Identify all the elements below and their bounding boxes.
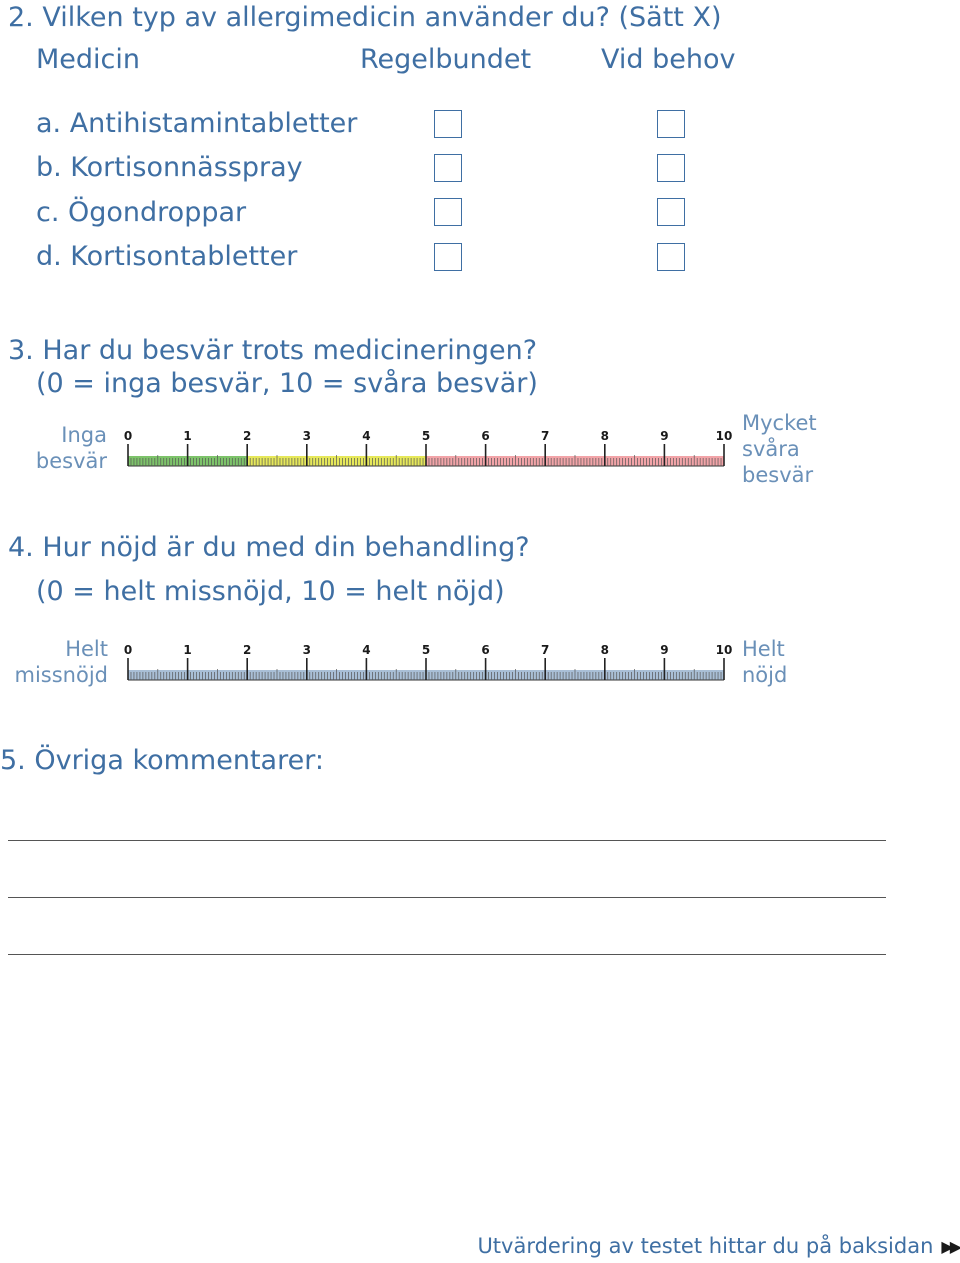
satisfaction-scale-tick-label: 2 bbox=[243, 643, 252, 657]
question-3-subtitle: (0 = inga besvär, 10 = svåra besvär) bbox=[36, 368, 538, 399]
satisfaction-scale[interactable] bbox=[118, 638, 738, 686]
scale-left-label: Helt missnöjd bbox=[14, 637, 108, 687]
checkbox-eye-drops-regular[interactable] bbox=[434, 198, 462, 226]
medicine-row-label: b. Kortisonnässpray bbox=[36, 152, 303, 183]
fast-forward-icon: ▶▶ bbox=[941, 1237, 958, 1256]
symptom-scale-tick-label: 4 bbox=[362, 429, 371, 443]
satisfaction-scale-tick-label: 3 bbox=[302, 643, 311, 657]
medicine-row-label: c. Ögondroppar bbox=[36, 197, 247, 228]
symptom-scale[interactable] bbox=[118, 424, 738, 472]
satisfaction-scale-tick-label: 4 bbox=[362, 643, 371, 657]
scale-right-label: Mycket svåra besvär bbox=[742, 411, 817, 487]
symptom-scale-svg[interactable] bbox=[118, 424, 738, 472]
symptom-scale-tick-label: 1 bbox=[183, 429, 192, 443]
satisfaction-scale-tick-label: 7 bbox=[541, 643, 550, 657]
satisfaction-scale-tick-label: 0 bbox=[123, 643, 133, 657]
symptom-scale-tick-label: 6 bbox=[481, 429, 490, 443]
question-4-subtitle: (0 = helt missnöjd, 10 = helt nöjd) bbox=[36, 576, 505, 607]
satisfaction-scale-tick-label: 8 bbox=[600, 643, 609, 657]
checkbox-antihistamine-as-needed[interactable] bbox=[657, 110, 685, 138]
symptom-scale-tick-label: 2 bbox=[243, 429, 252, 443]
question-5-title: 5. Övriga kommentarer: bbox=[0, 745, 324, 776]
footer-note bbox=[477, 1233, 958, 1260]
symptom-scale-tick-label: 8 bbox=[600, 429, 609, 443]
satisfaction-scale-tick-label: 5 bbox=[421, 643, 431, 657]
medicine-row-label: a. Antihistamintabletter bbox=[36, 108, 358, 139]
satisfaction-scale-tick-label: 1 bbox=[183, 643, 192, 657]
checkbox-nasal-spray-regular[interactable] bbox=[434, 154, 462, 182]
satisfaction-scale-tick-label: 9 bbox=[660, 643, 669, 657]
symptom-scale-tick-label: 9 bbox=[660, 429, 669, 443]
question-3-title: 3. Har du besvär trots medicineringen? bbox=[8, 335, 538, 366]
column-header-regular: Regelbundet bbox=[360, 44, 532, 75]
symptom-scale-tick-label: 0 bbox=[123, 429, 133, 443]
symptom-scale-tick-label: 10 bbox=[715, 429, 733, 443]
comment-line-3[interactable] bbox=[8, 954, 886, 955]
symptom-scale-tick-label: 5 bbox=[421, 429, 431, 443]
column-header-medicine: Medicin bbox=[36, 44, 141, 75]
satisfaction-scale-tick-label: 6 bbox=[481, 643, 490, 657]
satisfaction-scale-tick-label: 10 bbox=[715, 643, 733, 657]
checkbox-nasal-spray-as-needed[interactable] bbox=[657, 154, 685, 182]
satisfaction-scale-svg[interactable] bbox=[118, 638, 738, 686]
question-2-title: 2. Vilken typ av allergimedicin använder du? (Sätt X) bbox=[8, 2, 722, 33]
medicine-row-label: d. Kortisontabletter bbox=[36, 241, 298, 272]
checkbox-antihistamine-regular[interactable] bbox=[434, 110, 462, 138]
checkbox-cortisone-tablets-as-needed[interactable] bbox=[657, 243, 685, 271]
symptom-scale-tick-label: 7 bbox=[541, 429, 550, 443]
column-header-as-needed: Vid behov bbox=[601, 44, 736, 75]
scale-right-label: Helt nöjd bbox=[742, 637, 788, 687]
checkbox-eye-drops-as-needed[interactable] bbox=[657, 198, 685, 226]
footer-text: Utvärdering av testet hittar du på baksidan bbox=[477, 1234, 934, 1258]
scale-left-label: Inga besvär bbox=[35, 423, 107, 473]
question-4-title: 4. Hur nöjd är du med din behandling? bbox=[8, 532, 530, 563]
checkbox-cortisone-tablets-regular[interactable] bbox=[434, 243, 462, 271]
symptom-scale-tick-label: 3 bbox=[302, 429, 311, 443]
comment-line-2[interactable] bbox=[8, 897, 886, 898]
comment-line-1[interactable] bbox=[8, 840, 886, 841]
